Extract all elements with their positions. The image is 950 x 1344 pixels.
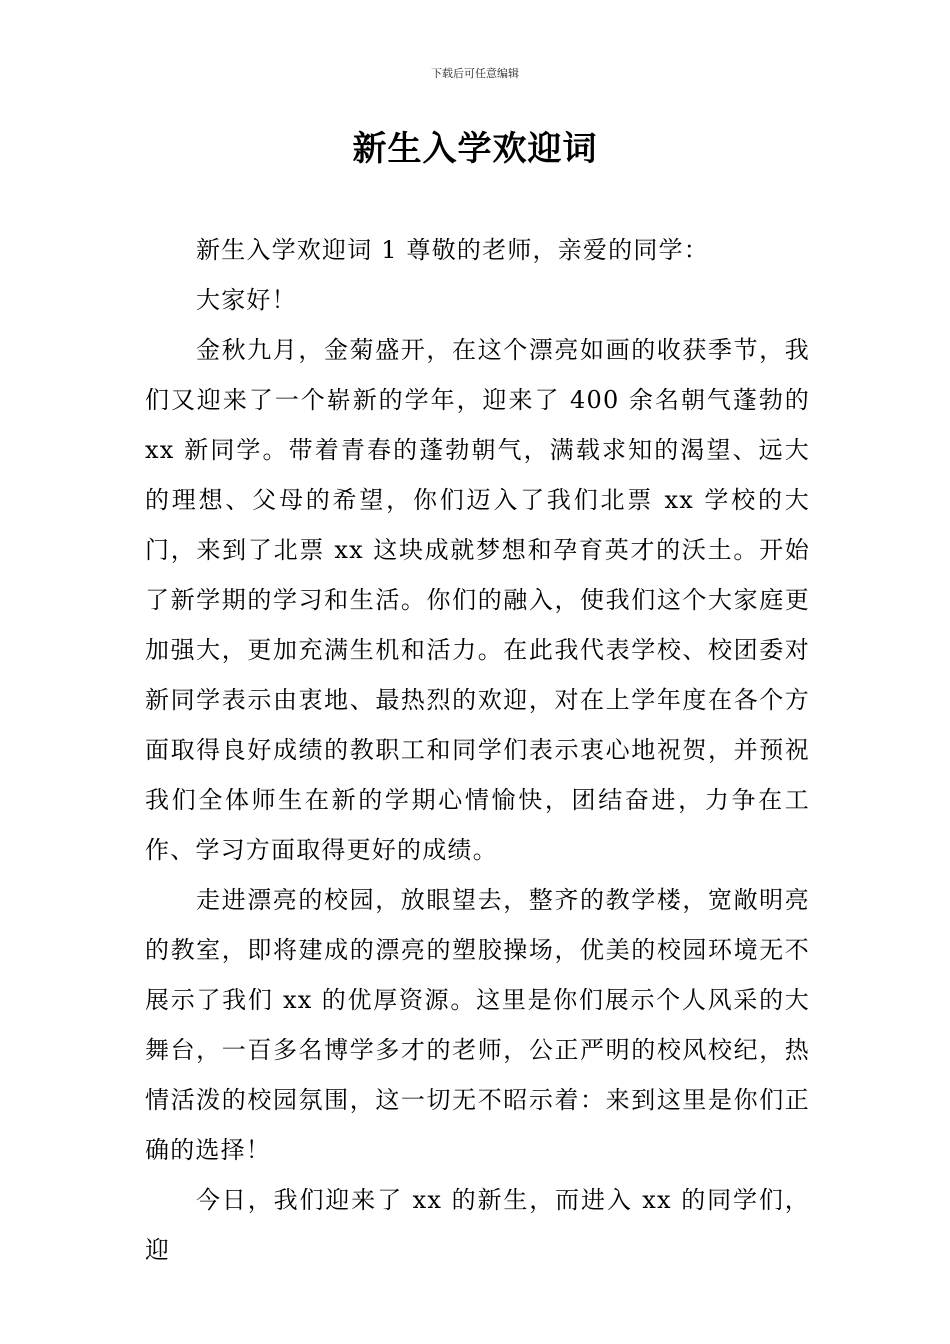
paragraph-welcome: 金秋九月，金菊盛开，在这个漂亮如画的收获季节，我们又迎来了一个崭新的学年，迎来了 400 余名朝气蓬勃的 xx 新同学。带着青春的蓬勃朝气，满载求知的渴望、远大的理想、父母的希望，你们迈入了我们北票 xx 学校的大门，来到了北票 xx 这块成就梦想和孕育英才的沃土。开始了新学期的学习和生活。你们的融入，使我们这个大家庭更加强大，更加充满生机和活力。在此我代表学校、校团委对新同学表示由衷地、最热烈的欢迎，对在上学年度在各个方面取得良好成绩的教职工和同学们表示衷心地祝贺，并预祝我们全体师生在新的学期心情愉快，团结奋进，力争在工作、学习方面取得更好的成绩。 xyxy=(145,336,810,864)
paragraph-campus: 走进漂亮的校园，放眼望去，整齐的教学楼，宽敞明亮的教室，即将建成的漂亮的塑胶操场，优美的校园环境无不展示了我们 xx 的优厚资源。这里是你们展示个人风采的大舞台，一百多名博学多才的老师，公正严明的校风校纪，热情活泼的校园氛围，这一切无不昭示着：来到这里是你们正确的选择！ xyxy=(145,886,810,1164)
document-body xyxy=(145,225,810,1275)
paragraph-greeting: 新生入学欢迎词 1 尊敬的老师，亲爱的同学： xyxy=(196,236,709,264)
document-title: 新生入学欢迎词 xyxy=(352,129,598,169)
header-note: 下载后可任意编辑 xyxy=(431,67,519,80)
paragraph-hello: 大家好！ xyxy=(196,286,297,314)
paragraph-today: 今日，我们迎来了 xx 的新生，而进入 xx 的同学们，迎 xyxy=(145,1186,810,1264)
